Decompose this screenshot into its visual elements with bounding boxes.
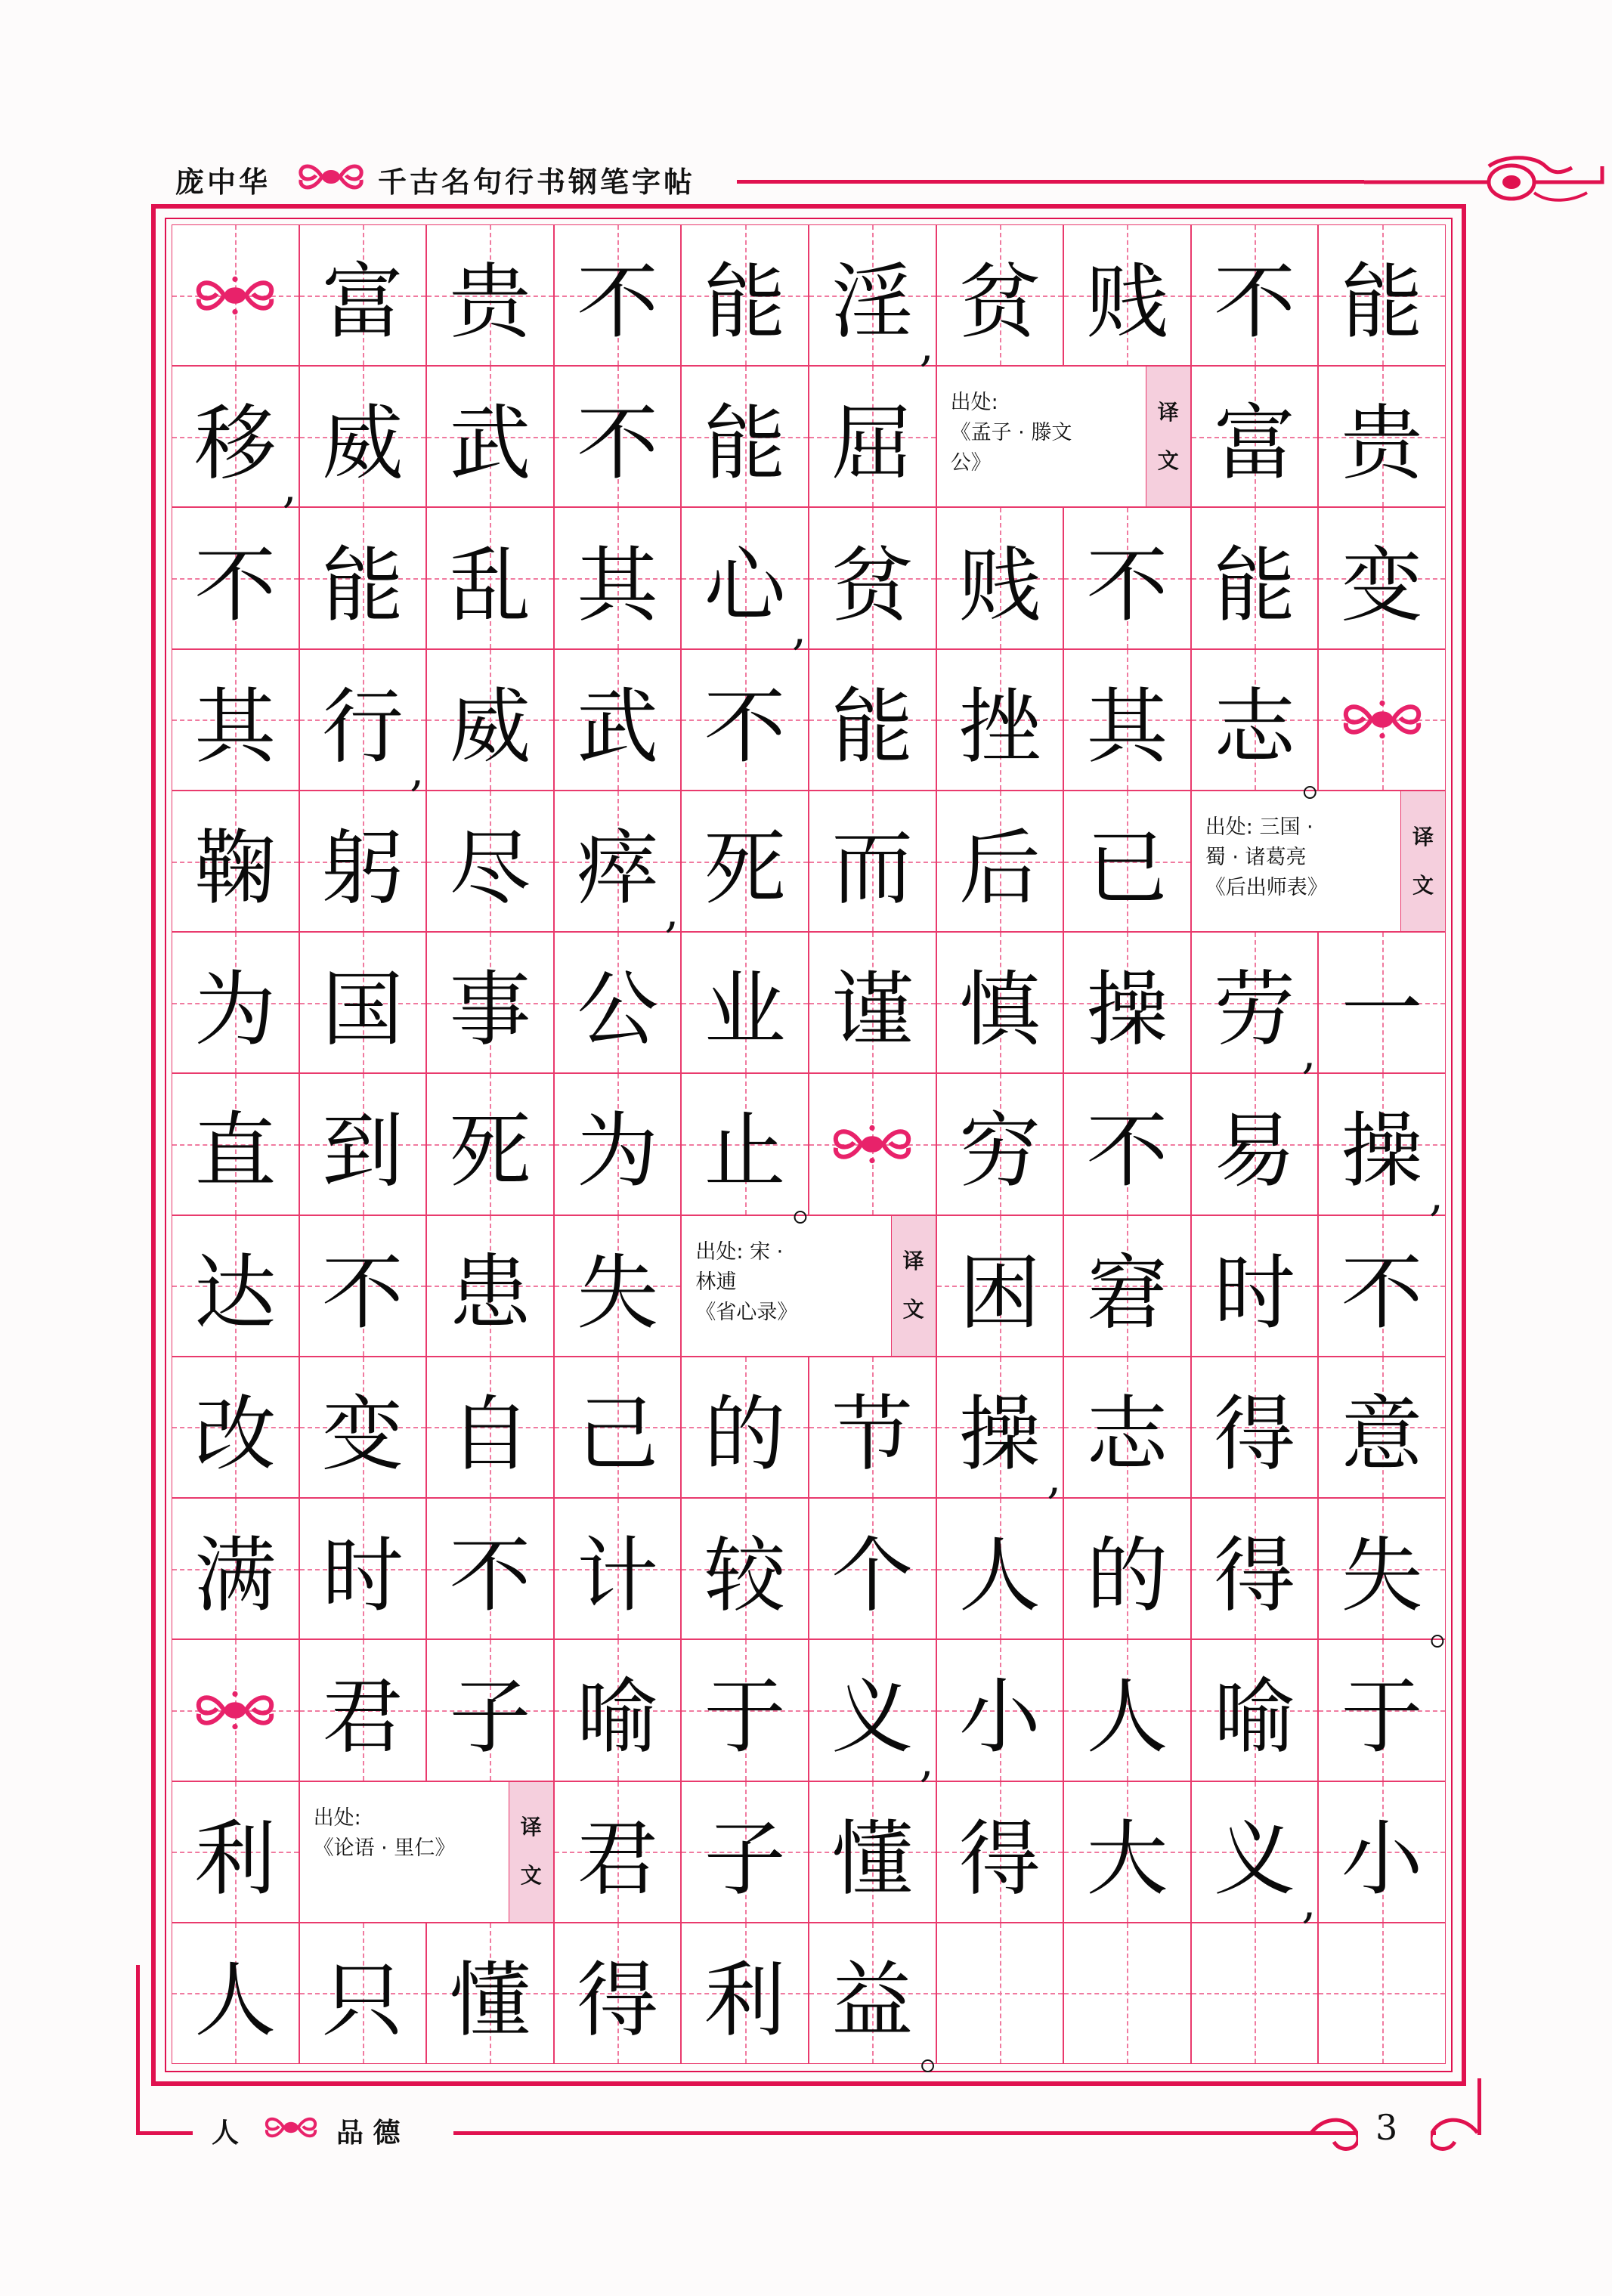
practice-character: 节 xyxy=(831,1387,914,1482)
ornament-flourish-icon xyxy=(261,2109,321,2149)
practice-character: 操 xyxy=(1086,963,1168,1058)
grid-cell xyxy=(809,507,936,648)
practice-character: 小 xyxy=(958,1670,1041,1765)
translation-tab-label: 文 xyxy=(1157,447,1179,473)
practice-character: 懂 xyxy=(449,1953,531,2048)
grid-cell xyxy=(426,1639,554,1781)
page-header xyxy=(151,151,1466,212)
page-footer xyxy=(136,2109,1481,2169)
grid-cell xyxy=(172,224,299,366)
grid-cell xyxy=(681,1357,809,1498)
grid-cell xyxy=(1318,1357,1446,1498)
punctuation-mark: , xyxy=(410,743,425,797)
practice-character: 子 xyxy=(704,1812,786,1907)
grid-cell xyxy=(1191,1357,1319,1498)
practice-character: 不 xyxy=(1086,538,1168,633)
footer-rule xyxy=(453,2131,1436,2135)
practice-character: 死 xyxy=(704,822,786,917)
punctuation-mark: 。 xyxy=(792,1177,837,1231)
practice-character: 的 xyxy=(704,1387,786,1482)
practice-character: 志 xyxy=(1086,1387,1168,1482)
practice-character: 益 xyxy=(831,1953,914,2048)
grid-cell xyxy=(426,932,554,1073)
grid-cell xyxy=(1191,1498,1319,1639)
practice-character: 不 xyxy=(1086,1104,1168,1199)
practice-character: 不 xyxy=(449,1529,531,1624)
practice-character: 一 xyxy=(1341,963,1423,1058)
grid-cell xyxy=(809,1498,936,1639)
translation-tab-label: 译 xyxy=(1412,824,1434,849)
grid-cell xyxy=(172,507,299,648)
grid-cell xyxy=(554,1073,682,1215)
practice-character: 较 xyxy=(704,1529,786,1624)
practice-character: 只 xyxy=(321,1953,404,2048)
grid-cell xyxy=(1191,507,1319,648)
grid-cell xyxy=(426,1498,554,1639)
practice-character: 直 xyxy=(194,1104,277,1199)
practice-character: 个 xyxy=(831,1529,914,1624)
punctuation-mark: 。 xyxy=(1301,753,1347,806)
translation-tab[interactable] xyxy=(891,1216,936,1356)
practice-character: 子 xyxy=(449,1670,531,1765)
grid-cell xyxy=(172,1215,299,1357)
translation-tab-label: 译 xyxy=(902,1249,924,1274)
practice-character: 人 xyxy=(194,1953,277,2048)
page-number: 3 xyxy=(1375,2107,1398,2148)
practice-character: 尽 xyxy=(449,822,531,917)
practice-character: 不 xyxy=(704,679,786,775)
grid-cell xyxy=(936,649,1064,791)
grid-cell xyxy=(554,791,682,932)
translation-tab[interactable] xyxy=(1400,791,1445,931)
grid-cell xyxy=(1318,932,1446,1073)
grid-cell xyxy=(936,1639,1064,1781)
practice-character: 到 xyxy=(321,1104,404,1199)
guide-line-vertical xyxy=(1000,1923,1001,2063)
practice-character: 意 xyxy=(1341,1387,1423,1482)
grid-cell xyxy=(172,366,299,507)
source-note-text: 出处: 《论语 · 里仁》 xyxy=(313,1806,456,1860)
grid-cell xyxy=(1191,649,1319,791)
practice-character: 不 xyxy=(577,397,659,492)
grid-cell xyxy=(554,224,682,366)
grid-cell xyxy=(426,1357,554,1498)
grid-cell xyxy=(426,507,554,648)
practice-character: 义 xyxy=(1214,1812,1296,1907)
grid-cell xyxy=(299,507,427,648)
punctuation-mark: , xyxy=(792,602,807,655)
grid-cell xyxy=(681,1923,809,2064)
grid-cell xyxy=(299,791,427,932)
grid-cell xyxy=(1063,507,1191,648)
grid-cell xyxy=(1191,366,1319,507)
grid-cell xyxy=(554,1357,682,1498)
grid-cell xyxy=(299,1498,427,1639)
practice-character: 穷 xyxy=(958,1104,1041,1199)
grid-cell xyxy=(809,366,936,507)
grid-cell xyxy=(1063,1639,1191,1781)
grid-cell xyxy=(172,932,299,1073)
grid-cell xyxy=(936,932,1064,1073)
practice-character: 其 xyxy=(577,538,659,633)
practice-character: 时 xyxy=(321,1529,404,1624)
practice-character: 困 xyxy=(958,1245,1041,1341)
translation-tab-label: 文 xyxy=(1412,872,1434,898)
practice-character: 义 xyxy=(831,1670,914,1765)
practice-character: 失 xyxy=(577,1245,659,1341)
translation-tab-label: 文 xyxy=(902,1297,924,1323)
footer-left-rule-horizontal xyxy=(136,2131,193,2135)
grid-cell xyxy=(1063,1357,1191,1498)
grid-cell xyxy=(1191,224,1319,366)
practice-character: 贵 xyxy=(449,255,531,351)
grid-cell xyxy=(1191,932,1319,1073)
grid-cell xyxy=(172,1357,299,1498)
punctuation-mark: , xyxy=(282,460,297,514)
grid-cell xyxy=(936,224,1064,366)
grid-cell xyxy=(299,932,427,1073)
practice-character: 其 xyxy=(194,679,277,775)
grid-cell xyxy=(1318,366,1446,507)
grid-cell xyxy=(1191,1639,1319,1781)
grid-cell xyxy=(1063,1215,1191,1357)
grid-cell xyxy=(426,649,554,791)
grid-cell xyxy=(172,1073,299,1215)
practice-character: 已 xyxy=(1086,822,1168,917)
practice-character: 为 xyxy=(194,963,277,1058)
practice-character: 人 xyxy=(958,1529,1041,1624)
grid-cell xyxy=(172,1639,299,1781)
guide-line-horizontal xyxy=(1319,1993,1445,1994)
grid-cell xyxy=(681,224,809,366)
grid-cell xyxy=(426,224,554,366)
source-note xyxy=(299,1781,554,1923)
practice-character: 人 xyxy=(1086,1670,1168,1765)
grid-cell xyxy=(426,1073,554,1215)
practice-character: 富 xyxy=(1214,397,1296,492)
source-note-text: 出处: 宋 · 林逋 《省心录》 xyxy=(695,1239,798,1324)
grid-cell xyxy=(299,649,427,791)
grid-cell xyxy=(1318,1498,1446,1639)
practice-character: 喻 xyxy=(1214,1670,1296,1765)
practice-character: 业 xyxy=(704,963,786,1058)
grid-cell xyxy=(426,1215,554,1357)
grid-cell xyxy=(172,791,299,932)
grid-cell xyxy=(681,507,809,648)
grid-cell xyxy=(554,932,682,1073)
practice-character: 能 xyxy=(704,397,786,492)
practice-character: 于 xyxy=(704,1670,786,1765)
grid-cell xyxy=(1318,1639,1446,1781)
practice-character: 达 xyxy=(194,1245,277,1341)
guide-line-vertical xyxy=(1127,1923,1128,2063)
practice-character: 不 xyxy=(577,255,659,351)
practice-character: 得 xyxy=(1214,1529,1296,1624)
practice-character: 不 xyxy=(1341,1245,1423,1341)
practice-character: 贱 xyxy=(958,538,1041,633)
grid-cell xyxy=(1318,1215,1446,1357)
practice-character: 躬 xyxy=(321,822,404,917)
grid-cell xyxy=(1191,1781,1319,1923)
grid-cell xyxy=(1063,1923,1191,2064)
practice-character: 于 xyxy=(1341,1670,1423,1765)
grid-cell xyxy=(936,507,1064,648)
practice-character: 鞠 xyxy=(194,822,277,917)
practice-character: 止 xyxy=(704,1104,786,1199)
practice-character: 窘 xyxy=(1086,1245,1168,1341)
grid-cell xyxy=(1191,1923,1319,2064)
practice-character: 患 xyxy=(449,1245,531,1341)
practice-character: 威 xyxy=(449,679,531,775)
practice-character: 操 xyxy=(1341,1104,1423,1199)
grid-cell xyxy=(681,649,809,791)
grid-cell xyxy=(1318,507,1446,648)
grid-cell xyxy=(554,1923,682,2064)
practice-character: 计 xyxy=(577,1529,659,1624)
source-note-text: 出处: 三国 · 蜀 · 诸葛亮 《后出师表》 xyxy=(1205,815,1328,899)
practice-character: 贫 xyxy=(831,538,914,633)
practice-character: 能 xyxy=(1341,255,1423,351)
grid-cell xyxy=(554,1498,682,1639)
grid-cell xyxy=(1318,1781,1446,1923)
grid-cell xyxy=(299,366,427,507)
translation-tab-label: 译 xyxy=(520,1815,542,1840)
practice-character: 为 xyxy=(577,1104,659,1199)
punctuation-mark: , xyxy=(919,1734,934,1787)
grid-cell xyxy=(936,1357,1064,1498)
grid-cell xyxy=(1063,224,1191,366)
grid-cell xyxy=(809,1357,936,1498)
practice-grid xyxy=(172,224,1474,2080)
header-title: 千古名句行书钢笔字帖 xyxy=(378,166,696,199)
punctuation-mark: , xyxy=(1301,1875,1317,1929)
practice-character: 公 xyxy=(577,963,659,1058)
practice-character: 而 xyxy=(831,822,914,917)
practice-character: 屈 xyxy=(831,397,914,492)
practice-character: 不 xyxy=(1214,255,1296,351)
grid-cell xyxy=(936,791,1064,932)
practice-character: 大 xyxy=(1086,1812,1168,1907)
guide-line-horizontal xyxy=(1064,1993,1190,1994)
practice-character: 的 xyxy=(1086,1529,1168,1624)
grid-cell xyxy=(681,366,809,507)
practice-character: 武 xyxy=(449,397,531,492)
guide-line-vertical xyxy=(1255,1923,1256,2063)
grid-cell xyxy=(1063,1781,1191,1923)
grid-cell xyxy=(681,791,809,932)
practice-character: 谨 xyxy=(831,963,914,1058)
grid-cell xyxy=(936,1781,1064,1923)
practice-character: 得 xyxy=(958,1812,1041,1907)
grid-cell xyxy=(1191,1073,1319,1215)
practice-character: 事 xyxy=(449,963,531,1058)
grid-cell xyxy=(554,1639,682,1781)
practice-character: 能 xyxy=(1214,538,1296,633)
practice-character: 淫 xyxy=(831,255,914,351)
punctuation-mark: 。 xyxy=(1429,1602,1474,1656)
header-author: 庞中华 xyxy=(175,166,271,199)
practice-character: 利 xyxy=(704,1953,786,2048)
practice-character: 其 xyxy=(1086,679,1168,775)
grid-cell xyxy=(554,507,682,648)
grid-cell xyxy=(681,1498,809,1639)
guide-line-horizontal xyxy=(1192,1993,1318,1994)
translation-tab[interactable] xyxy=(509,1782,553,1922)
grid-cell xyxy=(426,366,554,507)
practice-character: 时 xyxy=(1214,1245,1296,1341)
practice-character: 得 xyxy=(577,1953,659,2048)
grid-cell xyxy=(681,1639,809,1781)
grid-cell xyxy=(1318,1923,1446,2064)
practice-character: 行 xyxy=(321,679,404,775)
grid-cell xyxy=(1063,932,1191,1073)
practice-character: 劳 xyxy=(1214,963,1296,1058)
grid-cell xyxy=(1318,224,1446,366)
practice-character: 慎 xyxy=(958,963,1041,1058)
footer-word-2: 品 德 xyxy=(336,2118,401,2149)
grid-cell xyxy=(1063,1498,1191,1639)
grid-cell xyxy=(1318,1073,1446,1215)
grid-cell xyxy=(299,1073,427,1215)
practice-character: 变 xyxy=(1341,538,1423,633)
grid-cell xyxy=(299,1215,427,1357)
grid-cell xyxy=(299,1923,427,2064)
practice-character: 不 xyxy=(194,538,277,633)
practice-character: 贫 xyxy=(958,255,1041,351)
practice-character: 己 xyxy=(577,1387,659,1482)
footer-right-rule xyxy=(1477,2078,1481,2135)
ornament-flourish-icon xyxy=(172,225,299,365)
practice-character: 满 xyxy=(194,1529,277,1624)
practice-character: 变 xyxy=(321,1387,404,1482)
grid-cell xyxy=(809,932,936,1073)
grid-cell xyxy=(681,1781,809,1923)
practice-character: 挫 xyxy=(958,679,1041,775)
source-note xyxy=(681,1215,936,1357)
ornament-flourish-icon xyxy=(172,1640,299,1780)
grid-cell xyxy=(1063,649,1191,791)
practice-character: 后 xyxy=(958,822,1041,917)
punctuation-mark: , xyxy=(664,885,679,939)
grid-cell xyxy=(172,649,299,791)
grid-cell xyxy=(809,791,936,932)
grid-cell xyxy=(809,224,936,366)
practice-character: 懂 xyxy=(831,1812,914,1907)
grid-cell xyxy=(554,649,682,791)
guide-line-vertical xyxy=(1382,1923,1384,2063)
practice-character: 瘁 xyxy=(577,822,659,917)
punctuation-mark: 。 xyxy=(919,2027,965,2080)
grid-cell xyxy=(809,649,936,791)
translation-tab[interactable] xyxy=(1146,367,1190,506)
punctuation-mark: , xyxy=(1301,1026,1317,1080)
punctuation-mark: , xyxy=(919,319,934,373)
practice-character: 君 xyxy=(577,1812,659,1907)
grid-cell xyxy=(936,1215,1064,1357)
grid-cell xyxy=(299,224,427,366)
ornament-flourish-icon xyxy=(293,154,369,203)
punctuation-mark: , xyxy=(1429,1168,1444,1221)
grid-cell xyxy=(299,1639,427,1781)
grid-cell xyxy=(426,791,554,932)
grid-cell xyxy=(936,1073,1064,1215)
grid-cell xyxy=(936,1498,1064,1639)
practice-character: 易 xyxy=(1214,1104,1296,1199)
practice-character: 贵 xyxy=(1341,397,1423,492)
grid-cell xyxy=(681,932,809,1073)
practice-character: 不 xyxy=(321,1245,404,1341)
practice-character: 能 xyxy=(321,538,404,633)
grid-cell xyxy=(681,1073,809,1215)
grid-cell xyxy=(426,1923,554,2064)
grid-cell xyxy=(554,366,682,507)
practice-character: 小 xyxy=(1341,1812,1423,1907)
practice-character: 志 xyxy=(1214,679,1296,775)
grid-cell xyxy=(809,1781,936,1923)
grid-cell xyxy=(172,1923,299,2064)
practice-character: 能 xyxy=(831,679,914,775)
source-note-text: 出处: 《孟子 · 滕文 公》 xyxy=(950,391,1072,475)
practice-character: 乱 xyxy=(449,538,531,633)
practice-character: 富 xyxy=(321,255,404,351)
header-rule xyxy=(737,180,1364,184)
grid-cell xyxy=(809,1639,936,1781)
practice-character: 自 xyxy=(449,1387,531,1482)
guide-line-horizontal xyxy=(937,1993,1063,1994)
practice-character: 失 xyxy=(1341,1529,1423,1624)
grid-cell xyxy=(554,1215,682,1357)
practice-character: 死 xyxy=(449,1104,531,1199)
practice-character: 改 xyxy=(194,1387,277,1482)
practice-character: 心 xyxy=(704,538,786,633)
grid-cell xyxy=(1191,1215,1319,1357)
grid-cell xyxy=(299,1357,427,1498)
punctuation-mark: , xyxy=(1047,1451,1062,1505)
grid-cell xyxy=(554,1781,682,1923)
grid-cell xyxy=(172,1498,299,1639)
translation-tab-label: 文 xyxy=(520,1863,542,1889)
footer-word-1: 人 xyxy=(212,2118,240,2149)
practice-character: 威 xyxy=(321,397,404,492)
practice-character: 国 xyxy=(321,963,404,1058)
source-note xyxy=(1191,791,1446,932)
practice-character: 利 xyxy=(194,1812,277,1907)
practice-character: 武 xyxy=(577,679,659,775)
grid-cell xyxy=(1063,791,1191,932)
grid-cell xyxy=(809,1923,936,2064)
practice-character: 能 xyxy=(704,255,786,351)
translation-tab-label: 译 xyxy=(1157,399,1179,425)
practice-character: 移 xyxy=(194,397,277,492)
grid-cell xyxy=(172,1781,299,1923)
practice-character: 贱 xyxy=(1086,255,1168,351)
practice-character: 喻 xyxy=(577,1670,659,1765)
practice-character: 得 xyxy=(1214,1387,1296,1482)
grid-cell xyxy=(1063,1073,1191,1215)
practice-character: 操 xyxy=(958,1387,1041,1482)
practice-character: 君 xyxy=(321,1670,404,1765)
footer-left-rule xyxy=(136,1965,140,2135)
source-note xyxy=(936,366,1191,507)
